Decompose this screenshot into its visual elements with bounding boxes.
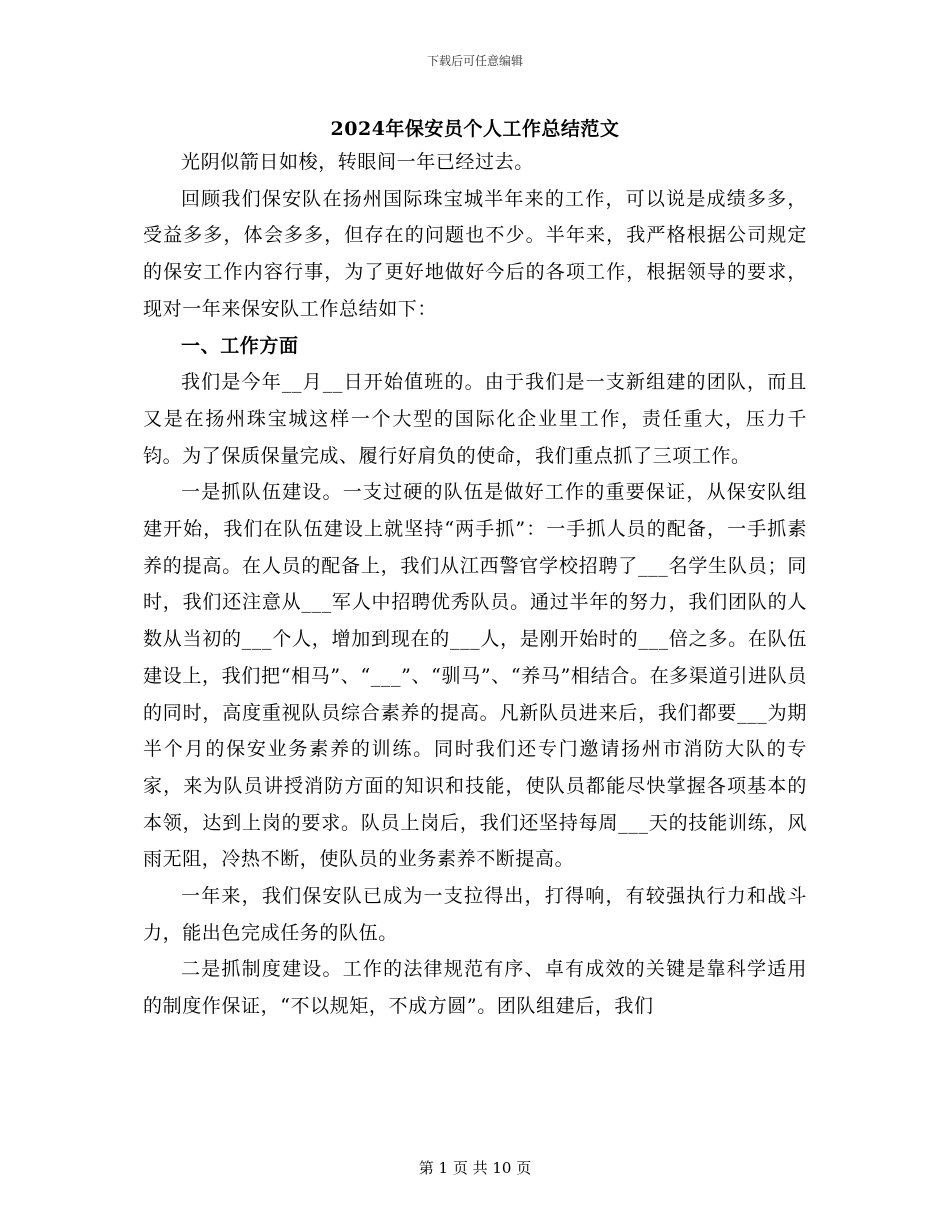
document-title: 2024年保安员个人工作总结范文: [330, 118, 620, 140]
page-number-footer: 第 1 页 共 10 页: [418, 1159, 532, 1177]
paragraph-start-duty: 我们是今年__月__日开始值班的。由于我们是一支新组建的团队，而且又是在扬州珠宝城这样一个大型的国际化企业里工作，责任重大，压力千钧。为了保质保量完成、履行好肩负的使命，我们重点抓了三项工作。: [143, 371, 807, 467]
paragraph-team-building: 一是抓队伍建设。一支过硬的队伍是做好工作的重要保证，从保安队组建开始，我们在队伍建设上就坚持“两手抓”：一手抓人员的配备，一手抓素养的提高。在人员的配备上，我们从江西警官学校招聘了___名学生队员；同时，我们还注意从___军人中招聘优秀队员。通过半年的努力，我们团队的人数从当初的___个人，增加到现在的___人，是刚开始时的___倍之多。在队伍建设上，我们把“相马”、“___”、“驯马”、“养马”相结合。在多渠道引进队员的同时，高度重视队员综合素养的提高。凡新队员进来后，我们都要___为期半个月的保安业务素养的训练。同时我们还专门邀请扬州市消防大队的专家，来为队员讲授消防方面的知识和技能，使队员都能尽快掌握各项基本的本领，达到上岗的要求。队员上岗后，我们还坚持每周___天的技能训练，风雨无阻，冷热不断，使队员的业务素养不断提高。: [143, 481, 807, 871]
paragraph-review: 回顾我们保安队在扬州国际珠宝城半年来的工作，可以说是成绩多多，受益多多，体会多多，但存在的问题也不少。半年来，我严格根据公司规定的保安工作内容行事，为了更好地做好今后的各项工作，根据领导的要求，现对一年来保安队工作总结如下：: [143, 187, 807, 320]
paragraph-system-building: 二是抓制度建设。工作的法律规范有序、卓有成效的关键是靠科学适用的制度作保证，“不以规矩，不成方圆”。团队组建后，我们: [143, 958, 807, 1018]
paragraph-year-result: 一年来，我们保安队已成为一支拉得出，打得响，有较强执行力和战斗力，能出色完成任务的队伍。: [143, 885, 807, 944]
document-body: [143, 144, 807, 1025]
paragraph-intro: 光阴似箭日如梭，转眼间一年已经过去。: [181, 151, 534, 173]
section-heading-work: 一、工作方面: [181, 334, 299, 357]
page-header-note: 下载后可任意编辑: [426, 54, 523, 68]
